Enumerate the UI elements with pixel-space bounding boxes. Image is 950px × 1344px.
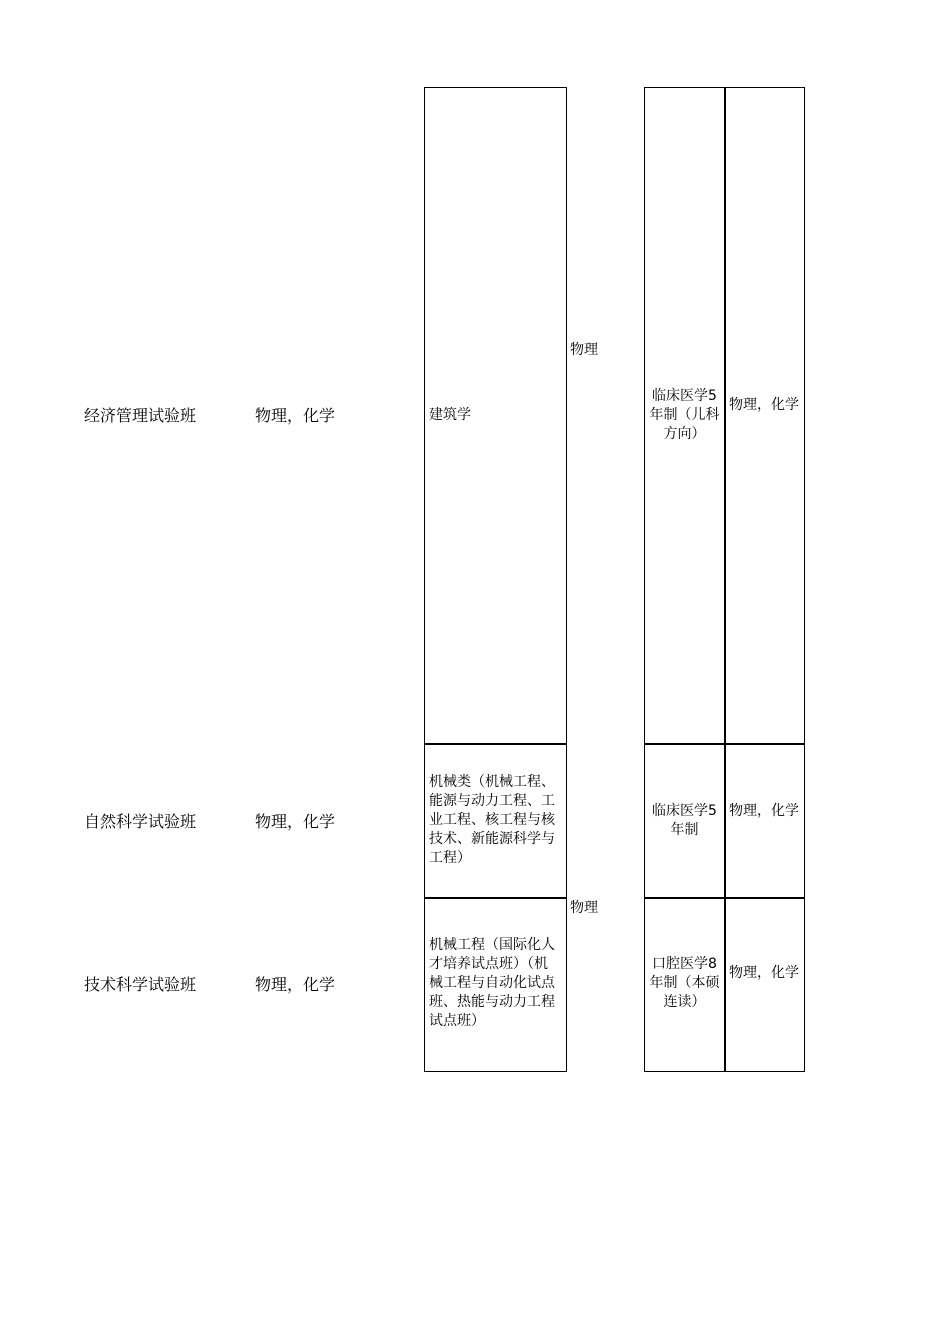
major-cell-mechanical-class xyxy=(424,743,567,899)
medical-subjects-2: 物理，化学 xyxy=(729,803,799,819)
medical-label-dental: 口腔医学8年制（本硕连读） xyxy=(649,956,720,1010)
major-label-mechanical-class: 机械类（机械工程、能源与动力工程、工业工程、核工程与核技术、新能源科学与工程） xyxy=(429,774,555,866)
program-subjects-3: 物理，化学 xyxy=(255,975,336,994)
medical-label-pediatrics: 临床医学5年制（儿科方向） xyxy=(649,388,720,442)
program-subjects-1: 物理，化学 xyxy=(255,406,336,425)
major-cell-mechanical-engineering xyxy=(424,897,567,1072)
medical-subjects-cell-2 xyxy=(724,743,805,899)
medical-label-clinical: 临床医学5年制 xyxy=(652,803,717,838)
program-name-2: 自然科学试验班 xyxy=(84,812,197,831)
major-label-architecture: 建筑学 xyxy=(429,407,471,423)
medical-subjects-1: 物理，化学 xyxy=(729,397,799,413)
major-subjects-2: 物理 xyxy=(570,900,598,916)
major-cell-architecture xyxy=(424,87,567,745)
medical-cell-pediatrics xyxy=(644,87,726,745)
medical-cell-dental xyxy=(644,897,726,1072)
program-name-3: 技术科学试验班 xyxy=(84,975,197,994)
medical-subjects-cell-1 xyxy=(724,87,805,745)
medical-subjects-cell-3 xyxy=(724,897,805,1072)
program-name-1: 经济管理试验班 xyxy=(84,406,197,425)
major-label-mechanical-engineering: 机械工程（国际化人才培养试点班）（机械工程与自动化试点班、热能与动力工程试点班） xyxy=(429,937,555,1029)
program-subjects-2: 物理，化学 xyxy=(255,812,336,831)
major-subjects-1: 物理 xyxy=(570,342,598,358)
medical-cell-clinical xyxy=(644,743,726,899)
medical-subjects-3: 物理，化学 xyxy=(729,965,799,981)
